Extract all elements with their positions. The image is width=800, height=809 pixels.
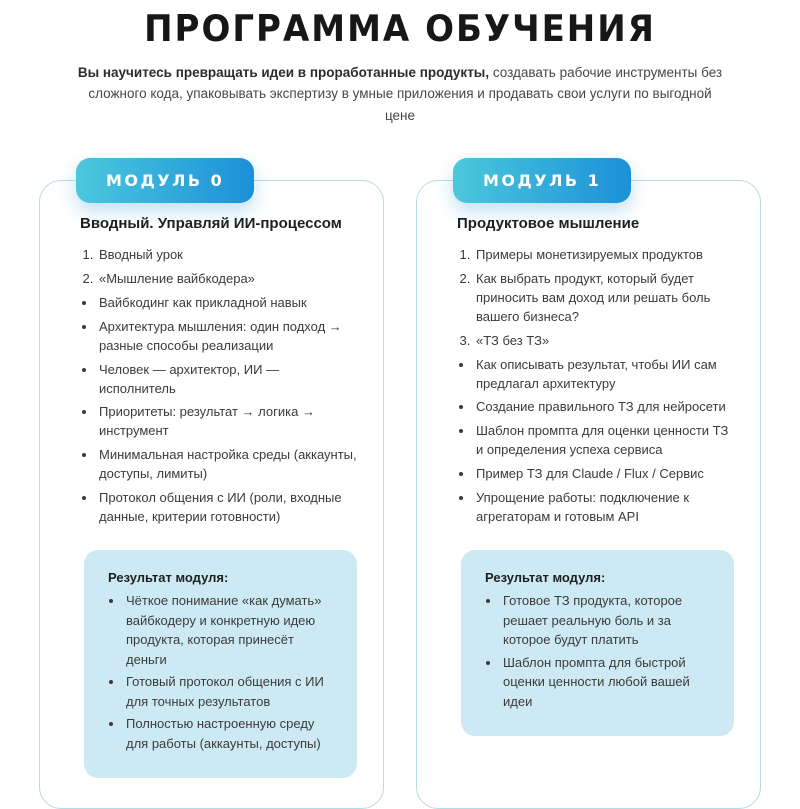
module-1-title: Продуктовое мышление bbox=[457, 215, 640, 233]
module-1-bullet-item: • Пример ТЗ для Claude / Flux / Сервис bbox=[474, 465, 734, 484]
module-1-bullet-item: • Создание правильного ТЗ для нейросети bbox=[474, 398, 734, 417]
module-0-result-list bbox=[108, 591, 337, 753]
module-0-result-box bbox=[84, 550, 357, 778]
module-1-bullet-list bbox=[457, 356, 734, 527]
module-1-card bbox=[416, 171, 761, 809]
module-1-result-heading: Результат модуля: bbox=[485, 570, 606, 586]
module-0-numbered-item: 1. Вводный урок bbox=[97, 246, 357, 265]
module-0-bullet-item: • Человек — архитектор, ИИ — исполнитель bbox=[97, 361, 357, 399]
module-0-bullet-item: • Архитектура мышления: один подход → разные способы реализации bbox=[97, 318, 357, 356]
module-0-numbered-list bbox=[80, 246, 357, 289]
module-1-bullet-item: • Шаблон промпта для оценки ценности ТЗ и определения успеха сервиса bbox=[474, 422, 734, 460]
module-0-result-item: • Чёткое понимание «как думать» вайбкодеру и конкретную идею продукта, которая принесёт деньги bbox=[124, 591, 337, 669]
module-0-card bbox=[39, 171, 384, 809]
module-1-bullet-item: • Как описывать результат, чтобы ИИ сам предлагал архитектуру bbox=[474, 356, 734, 394]
module-0-bullet-list bbox=[80, 294, 357, 526]
module-1-numbered-item: 2. Как выбрать продукт, который будет приносить вам доход или решать боль вашего бизнеса? bbox=[474, 270, 734, 327]
module-1-numbered-item: 1. Примеры монетизируемых продуктов bbox=[474, 246, 734, 265]
page-title: ПРОГРАММА ОБУЧЕНИЯ bbox=[144, 7, 656, 51]
module-0-result-heading: Результат модуля: bbox=[108, 570, 229, 586]
module-1-numbered-item: 3. «ТЗ без ТЗ» bbox=[474, 332, 734, 351]
subtitle-bold-part: Вы научитесь превращать идеи в проработанные продукты, bbox=[77, 64, 490, 80]
module-1-result-item: • Готовое ТЗ продукта, которое решает реальную боль и за которое будут платить bbox=[501, 591, 714, 650]
module-1-result-item: • Шаблон промпта для быстрой оценки ценности любой вашей идеи bbox=[501, 653, 714, 712]
module-1-result-box bbox=[461, 550, 734, 736]
page-subtitle bbox=[73, 62, 728, 127]
module-0-numbered-item: 2. «Мышление вайбкодера» bbox=[97, 270, 357, 289]
modules-row bbox=[0, 171, 800, 809]
module-0-title: Вводный. Управляй ИИ-процессом bbox=[80, 215, 342, 233]
module-0-bullet-item: • Приоритеты: результат → логика → инструмент bbox=[97, 403, 357, 441]
module-0-result-item: • Полностью настроенную среду для работы (аккаунты, доступы) bbox=[124, 714, 337, 753]
module-1-numbered-list bbox=[457, 246, 734, 350]
module-1-bullet-item: • Упрощение работы: подключение к агрегаторам и готовым API bbox=[474, 489, 734, 527]
module-0-bullet-item: • Протокол общения с ИИ (роли, входные данные, критерии готовности) bbox=[97, 489, 357, 527]
module-0-bullet-item: • Минимальная настройка среды (аккаунты, доступы, лимиты) bbox=[97, 446, 357, 484]
module-1-result-list bbox=[485, 591, 714, 711]
module-1-badge: МОДУЛЬ 1 bbox=[453, 158, 631, 203]
module-0-bullet-item: • Вайбкодинг как прикладной навык bbox=[97, 294, 357, 313]
module-0-badge: МОДУЛЬ 0 bbox=[76, 158, 254, 203]
subtitle-regular-part: создавать рабочие инструменты без сложного кода, упаковывать экспертизу в умные приложения и продавать свои услуги по выгодной цене bbox=[88, 64, 723, 123]
module-0-result-item: • Готовый протокол общения с ИИ для точных результатов bbox=[124, 672, 337, 711]
